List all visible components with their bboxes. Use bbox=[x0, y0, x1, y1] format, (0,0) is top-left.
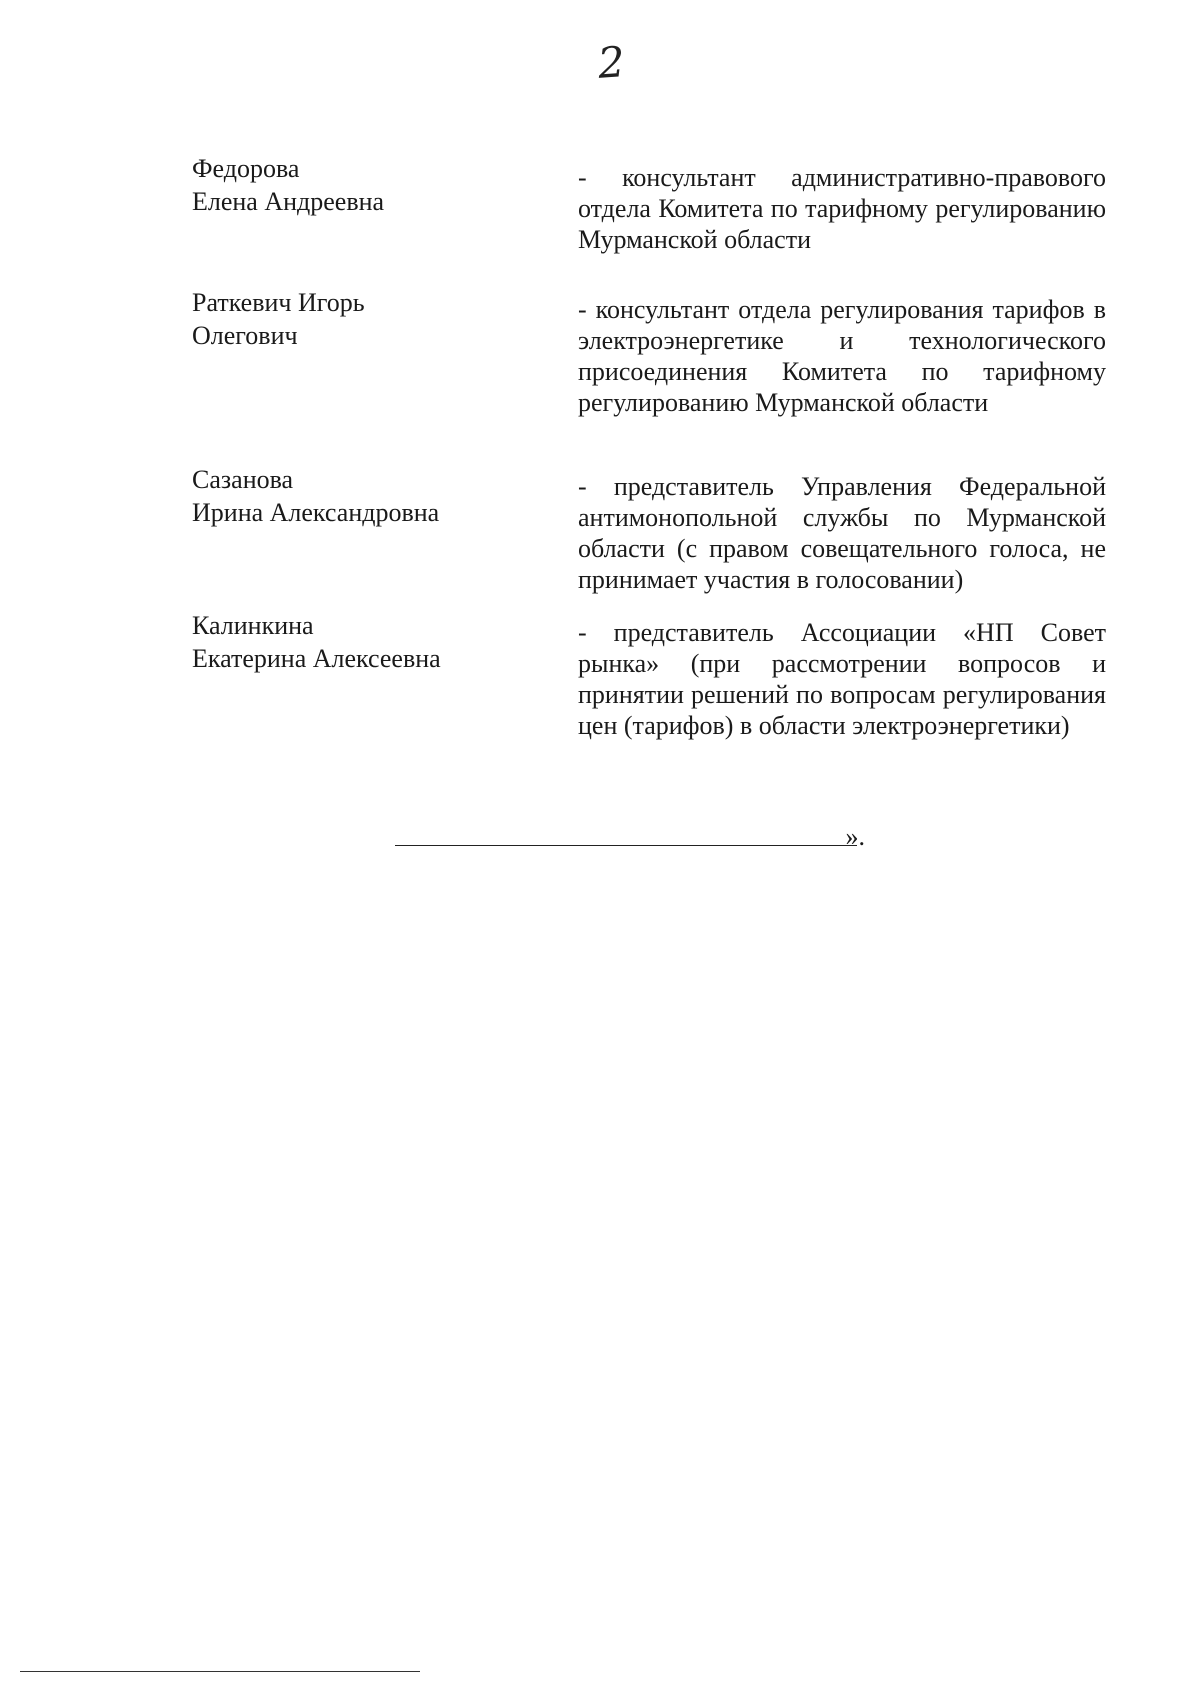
member-description: - представитель Управления Федеральной антимонопольной службы по Мурманской области (с правом совещательного голоса, не принимает участия в голосовании) bbox=[578, 472, 1106, 594]
closing-rule bbox=[395, 845, 857, 846]
member-given-name: Елена Андреевна bbox=[192, 187, 385, 216]
member-name bbox=[192, 286, 522, 352]
page-number: 2 bbox=[596, 37, 627, 88]
member-description: - консультант административно-правового отдела Комитета по тарифному регулированию Мурманской области bbox=[578, 163, 1106, 254]
member-surname: Раткевич Игорь bbox=[192, 288, 365, 317]
member-surname: Сазанова bbox=[192, 465, 294, 494]
member-name bbox=[192, 609, 522, 675]
member-surname: Калинкина bbox=[192, 611, 314, 640]
member-name bbox=[192, 152, 522, 218]
member-name bbox=[192, 463, 522, 529]
member-given-name: Олегович bbox=[192, 321, 298, 350]
closing-quote-mark: ». bbox=[845, 822, 865, 851]
closing-signature-line bbox=[395, 818, 865, 858]
member-given-name: Ирина Александровна bbox=[192, 498, 440, 527]
member-description: - консультант отдела регулирования тарифов в электроэнергетике и технологического присоединения Комитета по тарифному регулированию Мурманской области bbox=[578, 295, 1106, 417]
footer-rule bbox=[20, 1671, 420, 1672]
member-given-name: Екатерина Алексеевна bbox=[192, 644, 441, 673]
member-description: - представитель Ассоциации «НП Совет рынка» (при рассмотрении вопросов и принятии решений по вопросам регулирования цен (тарифов) в области электроэнергетики) bbox=[578, 618, 1106, 740]
member-surname: Федорова bbox=[192, 154, 300, 183]
